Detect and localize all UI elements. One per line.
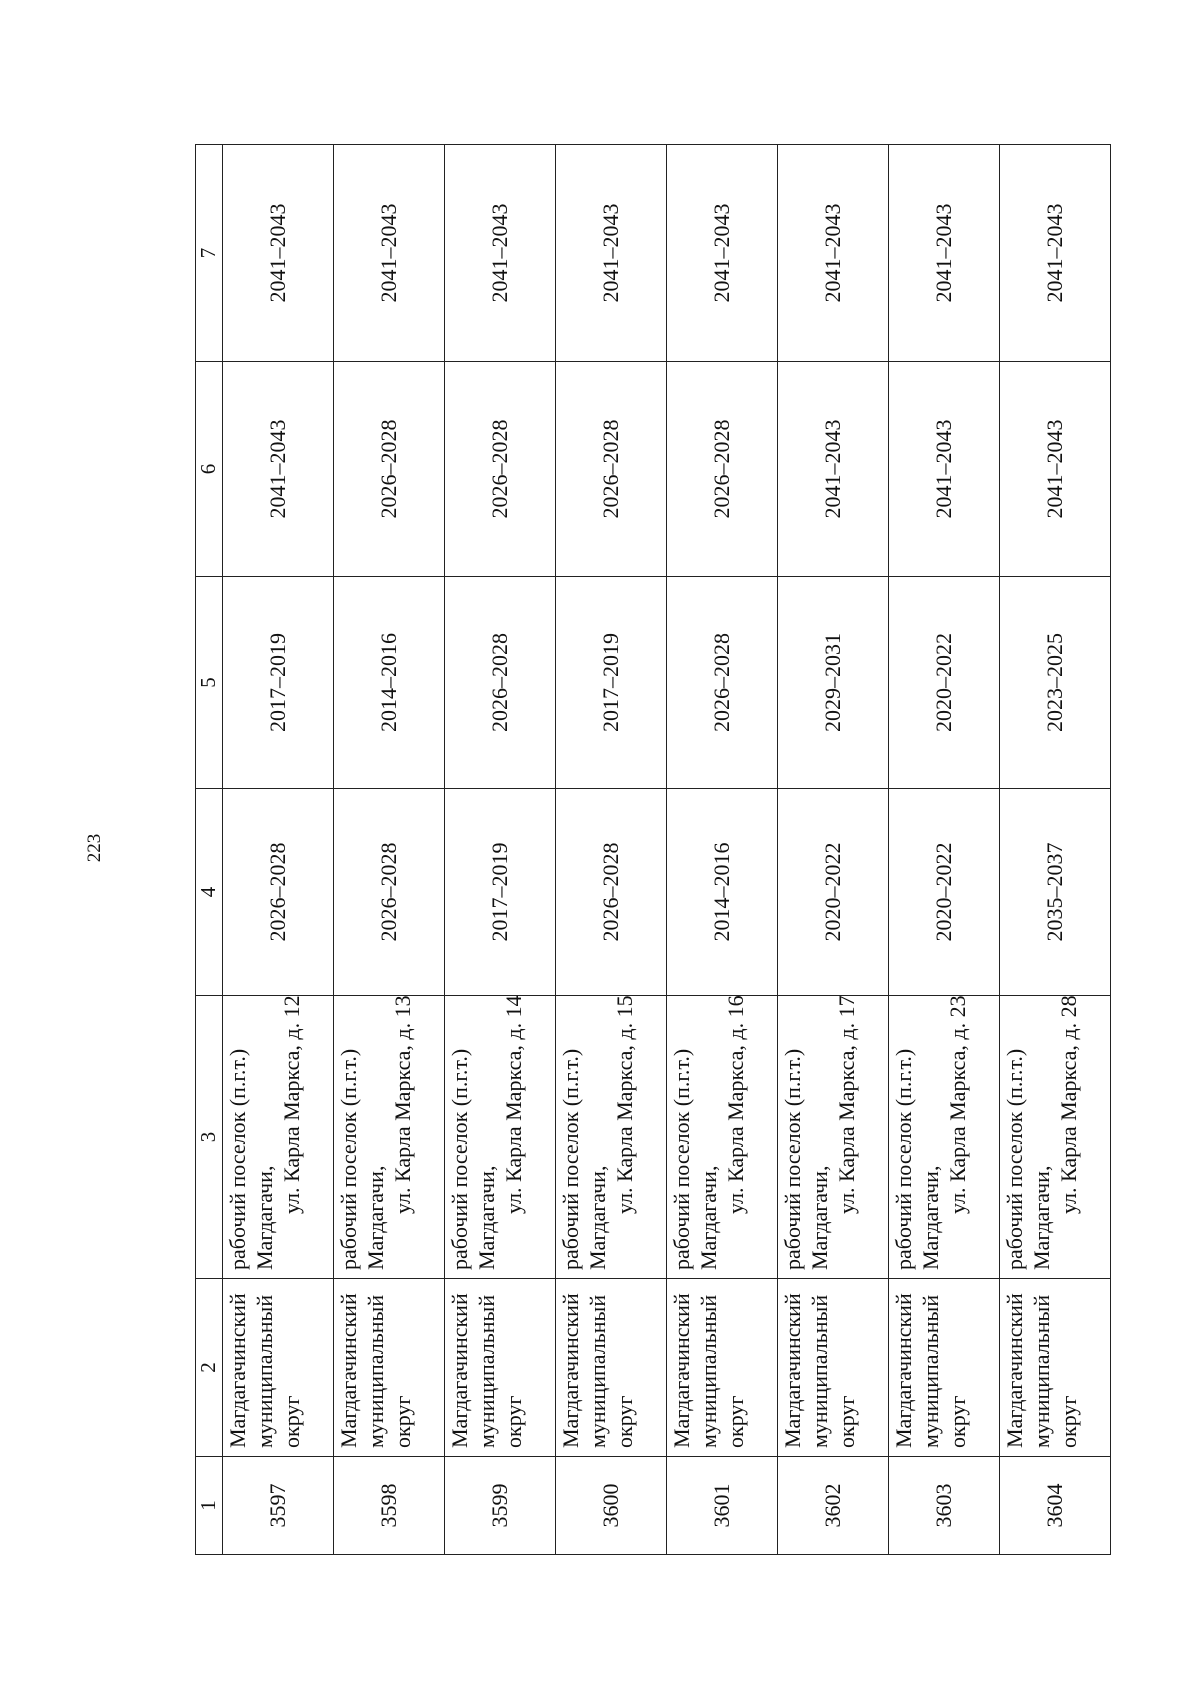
header-col-2: 2 [196, 1279, 223, 1457]
address-cell [223, 996, 334, 1279]
row-number: 3602 [778, 1457, 889, 1555]
address-cell [778, 996, 889, 1279]
district-line: Магдагачинский [447, 1293, 472, 1448]
district-line: Магдагачинский [891, 1293, 916, 1448]
district-line: Магдагачинский [225, 1293, 250, 1448]
district-line: округ [833, 1395, 859, 1448]
period-col-7: 2041–2043 [556, 145, 667, 362]
district-line: округ [389, 1395, 415, 1448]
header-col-1: 1 [196, 1457, 223, 1555]
period-col-5: 2017–2019 [556, 577, 667, 789]
period-col-6: 2041–2043 [778, 362, 889, 577]
address-line: Магдагачи, [806, 1165, 832, 1270]
district-line: Магдагачинский [558, 1293, 583, 1448]
address-line: Магдагачи, [1028, 1165, 1054, 1270]
address-cell [667, 996, 778, 1279]
address-line: рабочий поселок (п.г.т.) [447, 1048, 472, 1270]
district-line: округ [500, 1395, 526, 1448]
district-line: округ [1055, 1395, 1081, 1448]
address-line: Магдагачи, [917, 1165, 943, 1270]
district-cell [778, 1279, 889, 1457]
address-line: ул. Карла Маркса, д. 15 [611, 995, 637, 1214]
district-line: округ [944, 1395, 970, 1448]
period-col-5: 2026–2028 [667, 577, 778, 789]
period-col-6: 2026–2028 [334, 362, 445, 577]
district-cell [334, 1279, 445, 1457]
district-line: муниципальный [473, 1294, 499, 1448]
period-col-6: 2026–2028 [667, 362, 778, 577]
district-cell [1000, 1279, 1111, 1457]
data-table [195, 144, 1111, 1555]
period-col-5: 2017–2019 [223, 577, 334, 789]
page-number: 223 [84, 833, 105, 863]
address-cell [556, 996, 667, 1279]
period-col-5: 2020–2022 [889, 577, 1000, 789]
district-cell [445, 1279, 556, 1457]
address-line: Магдагачи, [362, 1165, 388, 1270]
district-line: муниципальный [1028, 1294, 1054, 1448]
period-col-7: 2041–2043 [1000, 145, 1111, 362]
period-col-4: 2017–2019 [445, 789, 556, 996]
period-col-4: 2026–2028 [556, 789, 667, 996]
header-row [196, 145, 223, 1555]
district-cell [556, 1279, 667, 1457]
address-line: Магдагачи, [251, 1165, 277, 1270]
district-line: муниципальный [695, 1294, 721, 1448]
table-row [334, 145, 445, 1555]
period-col-4: 2020–2022 [889, 789, 1000, 996]
period-col-7: 2041–2043 [223, 145, 334, 362]
district-line: муниципальный [806, 1294, 832, 1448]
rotated-table-container [195, 145, 1100, 1555]
district-cell [223, 1279, 334, 1457]
table-body [223, 145, 1111, 1555]
district-line: Магдагачинский [780, 1293, 805, 1448]
period-col-4: 2014–2016 [667, 789, 778, 996]
row-number: 3599 [445, 1457, 556, 1555]
period-col-7: 2041–2043 [334, 145, 445, 362]
address-cell [445, 996, 556, 1279]
period-col-6: 2041–2043 [1000, 362, 1111, 577]
period-col-7: 2041–2043 [445, 145, 556, 362]
address-line: рабочий поселок (п.г.т.) [336, 1048, 361, 1270]
address-line: ул. Карла Маркса, д. 23 [944, 995, 970, 1214]
address-line: ул. Карла Маркса, д. 28 [1055, 995, 1081, 1214]
row-number: 3597 [223, 1457, 334, 1555]
address-line: ул. Карла Маркса, д. 17 [833, 995, 859, 1214]
period-col-7: 2041–2043 [889, 145, 1000, 362]
period-col-5: 2014–2016 [334, 577, 445, 789]
address-line: рабочий поселок (п.г.т.) [225, 1048, 250, 1270]
period-col-4: 2035–2037 [1000, 789, 1111, 996]
address-line: ул. Карла Маркса, д. 12 [278, 995, 304, 1214]
address-line: ул. Карла Маркса, д. 14 [500, 995, 526, 1214]
header-col-6: 6 [196, 362, 223, 577]
address-cell [334, 996, 445, 1279]
row-number: 3600 [556, 1457, 667, 1555]
row-number: 3601 [667, 1457, 778, 1555]
district-line: муниципальный [362, 1294, 388, 1448]
address-cell [1000, 996, 1111, 1279]
district-line: округ [278, 1395, 304, 1448]
row-number: 3604 [1000, 1457, 1111, 1555]
district-cell [889, 1279, 1000, 1457]
table-row [223, 145, 334, 1555]
period-col-6: 2026–2028 [445, 362, 556, 577]
period-col-6: 2026–2028 [556, 362, 667, 577]
period-col-5: 2023–2025 [1000, 577, 1111, 789]
address-line: рабочий поселок (п.г.т.) [558, 1048, 583, 1270]
table-row [667, 145, 778, 1555]
district-line: муниципальный [917, 1294, 943, 1448]
address-line: рабочий поселок (п.г.т.) [1002, 1048, 1027, 1270]
header-col-3: 3 [196, 996, 223, 1279]
period-col-5: 2026–2028 [445, 577, 556, 789]
table-row [445, 145, 556, 1555]
period-col-4: 2026–2028 [334, 789, 445, 996]
table-row [1000, 145, 1111, 1555]
district-line: Магдагачинский [669, 1293, 694, 1448]
district-line: Магдагачинский [336, 1293, 361, 1448]
address-line: ул. Карла Маркса, д. 13 [389, 995, 415, 1214]
address-line: рабочий поселок (п.г.т.) [891, 1048, 916, 1270]
table-row [778, 145, 889, 1555]
district-line: муниципальный [584, 1294, 610, 1448]
header-col-7: 7 [196, 145, 223, 362]
district-cell [667, 1279, 778, 1457]
period-col-5: 2029–2031 [778, 577, 889, 789]
row-number: 3603 [889, 1457, 1000, 1555]
header-col-4: 4 [196, 789, 223, 996]
district-line: округ [611, 1395, 637, 1448]
address-line: Магдагачи, [584, 1165, 610, 1270]
address-line: рабочий поселок (п.г.т.) [669, 1048, 694, 1270]
period-col-4: 2020–2022 [778, 789, 889, 996]
period-col-4: 2026–2028 [223, 789, 334, 996]
address-line: рабочий поселок (п.г.т.) [780, 1048, 805, 1270]
address-line: Магдагачи, [473, 1165, 499, 1270]
address-line: ул. Карла Маркса, д. 16 [722, 995, 748, 1214]
header-col-5: 5 [196, 577, 223, 789]
period-col-6: 2041–2043 [223, 362, 334, 577]
address-line: Магдагачи, [695, 1165, 721, 1270]
district-line: округ [722, 1395, 748, 1448]
district-line: муниципальный [251, 1294, 277, 1448]
table-row [556, 145, 667, 1555]
table-row [889, 145, 1000, 1555]
period-col-7: 2041–2043 [778, 145, 889, 362]
district-line: Магдагачинский [1002, 1293, 1027, 1448]
period-col-7: 2041–2043 [667, 145, 778, 362]
address-cell [889, 996, 1000, 1279]
row-number: 3598 [334, 1457, 445, 1555]
period-col-6: 2041–2043 [889, 362, 1000, 577]
